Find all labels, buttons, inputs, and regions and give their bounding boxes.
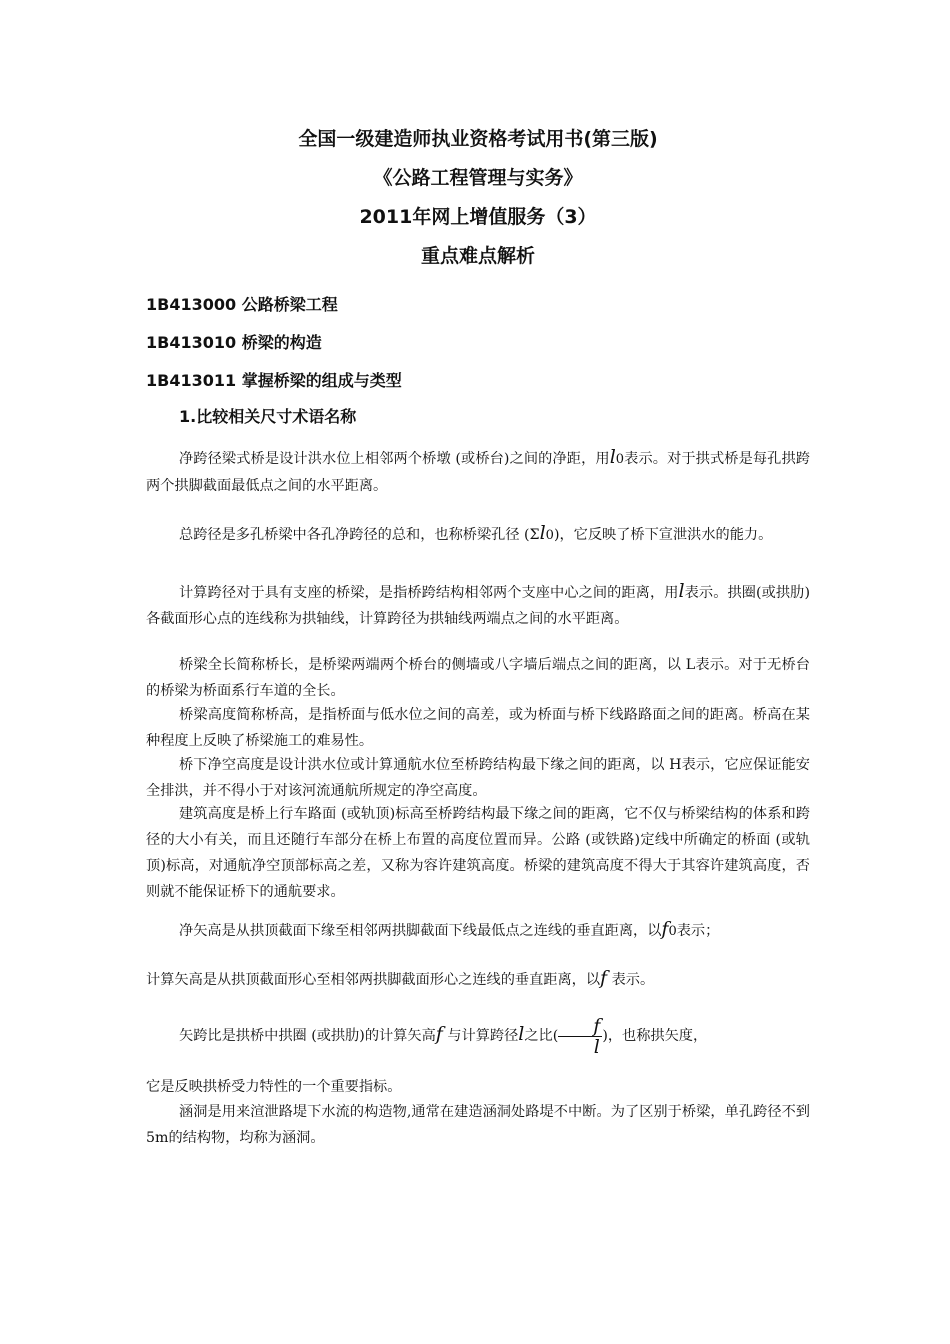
math-var: f [661,918,669,940]
text-run: 表示。 [607,972,655,988]
paragraph-net-rise [146,916,810,945]
paragraph-total-span [146,520,810,549]
paragraph-clearance-height: 桥下净空高度是设计洪水位或计算通航水位至桥跨结构最下缘之间的距离，以 H表示，它应保证能安全排洪，并不得小于对该河流通航所规定的净空高度。 [146,757,810,799]
subsection-heading: 1.比较相关尺寸术语名称 [179,407,357,426]
text-run: 表示。对于拱式桥是每孔拱跨两个拱脚截面最低点之间的水平距离。 [146,451,810,494]
text-run: 净跨径梁式桥是设计洪水位上相邻两个桥墩 (或桥台)之间的净距，用 [179,451,610,467]
text-run: 表示； [676,923,720,939]
paragraph-rise-span-ratio-cont: 它是反映拱桥受力特性的一个重要指标。 [146,1079,402,1095]
math-symbol [540,522,554,544]
section-heading-3: 1B413011 掌握桥梁的组成与类型 [146,371,402,390]
math-var: l [609,446,616,468]
section-heading-1: 1B413000 公路桥梁工程 [146,295,338,314]
text-run: )，也称拱矢度， [602,1028,708,1044]
paragraph-building-height: 建筑高度是桥上行车路面 (或轨顶)标高至桥跨结构最下缘之间的距离，它不仅与桥梁结构的体系和跨径的大小有关，而且还随行车部分在桥上布置的高度位置而异。公路 (或铁路)定线中所确定的桥面 (或轨顶)标高，对通航净空顶部标高之差，又称为容许建筑高度。桥梁的建筑高度不得大于其容许建筑高度，否则就不能保证桥下的通航要求。 [146,806,810,900]
text-run: 矢跨比是拱桥中拱圈 (或拱肋)的计算矢高 [179,1028,436,1044]
text-run: 净矢高是从拱顶截面下缘至相邻两拱脚截面下线最低点之连线的垂直距离，以 [179,923,662,939]
paragraph-culvert: 涵洞是用来渲泄路堤下水流的构造物,通常在建造涵洞处路堤不中断。为了区别于桥梁，单孔跨径不到5m的结构物，均称为涵洞。 [146,1104,810,1146]
paragraph-calc-rise [146,965,810,993]
text-run: 计算矢高是从拱顶截面形心至相邻两拱脚截面形心之连线的垂直距离，以 [146,972,601,988]
fraction-denominator: l [593,1035,600,1058]
paragraph-rise-span-ratio [146,1012,810,1058]
text-run: 与计算跨径 [442,1028,519,1044]
math-var: l [678,580,685,602]
math-var: l [539,522,546,544]
paragraph-net-span [146,444,810,499]
math-var: f [435,1023,443,1045]
math-var: f [600,967,608,989]
text-run: )，它反映了桥下宣泄洪水的能力。 [553,527,773,543]
doc-title-line3: 2011年网上增值服务（3） [359,206,597,228]
math-symbol [610,446,624,468]
math-var: l [518,1023,525,1045]
doc-title-line2: 《公路工程管理与实务》 [373,167,583,189]
paragraph-bridge-height: 桥梁高度简称桥高，是指桥面与低水位之间的高差，或为桥面与桥下线路路面之间的距离。桥高在某种程度上反映了桥梁施工的难易性。 [146,707,810,749]
doc-title-line4: 重点难点解析 [420,245,535,267]
text-run: 总跨径是多孔桥梁中各孔净跨径的总和，也称桥梁孔径 (Σ [179,527,540,543]
fraction-numerator: f [558,1016,602,1037]
math-subscript: 0 [545,528,554,543]
math-subscript: 0 [668,924,677,939]
paragraph-calc-span [146,578,810,632]
paragraph-bridge-length: 桥梁全长简称桥长，是桥梁两端两个桥台的侧墙或八字墙后端点之间的距离，以 L表示。对于无桥台的桥梁为桥面系行车道的全长。 [146,657,810,699]
doc-title-line1: 全国一级建造师执业资格考试用书(第三版) [298,128,658,150]
text-run: 计算跨径对于具有支座的桥梁，是指桥跨结构相邻两个支座中心之间的距离，用 [179,585,679,601]
text-run: 表示。拱圈(或拱肋)各截面形心点的连线称为拱轴线，计算跨径为拱轴线两端点之间的水平距离。 [146,585,810,627]
math-symbol [661,918,676,940]
math-fraction [558,1016,602,1057]
text-run: 之比( [524,1028,559,1044]
math-subscript: 0 [615,452,625,467]
section-heading-2: 1B413010 桥梁的构造 [146,333,322,352]
